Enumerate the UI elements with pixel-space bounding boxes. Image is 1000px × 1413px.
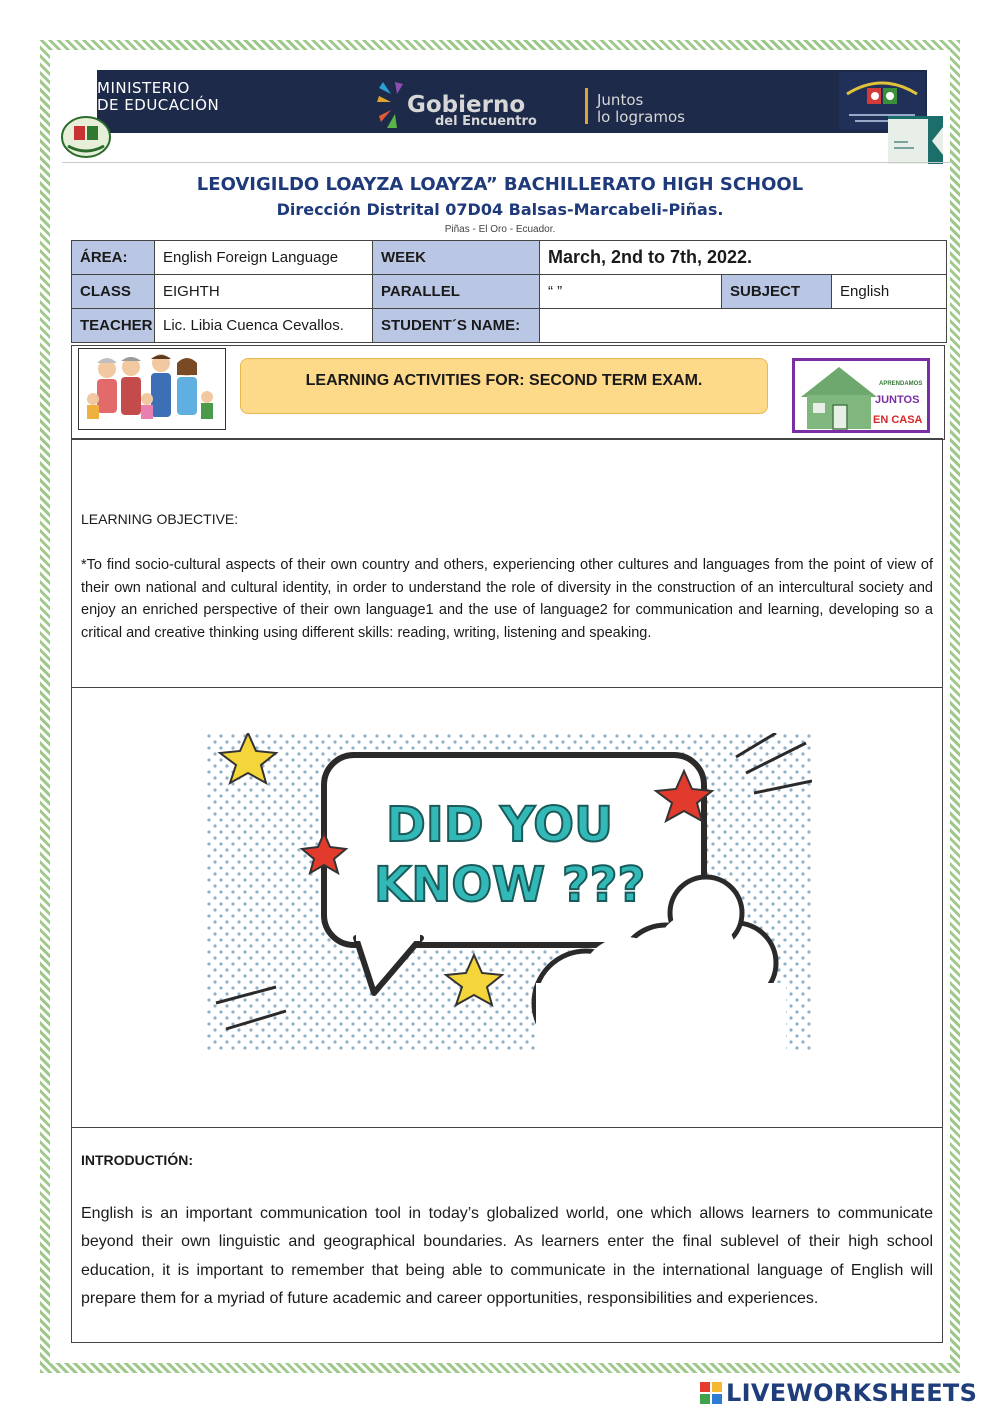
area-label: ÁREA: <box>72 241 155 275</box>
objective-text: *To find socio-cultural aspects of their own country and others, experiencing other cultures and languages from the point of view of their own national and cultural identity, in order to understand the role of diversity in the construction of an intercultural society and enjoy an enriched perspective of their own language1 and the use of language2 for communication and learning, developing so a critical and creative thinking using different skills: reading, writing, listening and speaking. <box>81 557 933 641</box>
worksheet-page <box>50 50 950 1363</box>
gobierno-divider <box>585 88 588 124</box>
liveworksheets-brand <box>700 1378 994 1408</box>
slogan: Juntos lo logramos <box>597 91 685 126</box>
parallel-label: PARALLEL <box>373 275 540 309</box>
table-row <box>72 241 947 275</box>
home-logo-word: JUNTOS <box>875 394 920 406</box>
student-name-field[interactable] <box>540 309 947 343</box>
did-you-know-section <box>71 687 943 1128</box>
introduction-text: English is an important communication tool in today’s globalized world, one which allows learners to communicate beyond their own linguistic and geographical boundaries. As learners enter the final sublevel of their high school education, it is important to remember that being able to communicate in the international language of English will prepare them for a myriad of future academic and career opportunities, responsibilities and experiences. <box>81 1205 933 1308</box>
student-info-table <box>71 240 947 343</box>
liveworksheets-wordmark: LIVEWORKSHEETS <box>726 1379 978 1407</box>
gobierno-burst-icon <box>377 80 405 130</box>
learn-at-home-logo <box>792 358 930 433</box>
parallel-value[interactable]: “ ” <box>540 275 722 309</box>
did-you-know-word: KNOW ??? <box>374 857 646 913</box>
student-name-label: STUDENT´S NAME: <box>373 309 540 343</box>
home-logo-word: APRENDAMOS <box>879 381 923 387</box>
learning-objective-section <box>71 438 943 688</box>
week-value: March, 2nd to 7th, 2022. <box>540 241 947 275</box>
teacher-label: TEACHER <box>72 309 155 343</box>
corner-institution-logo <box>888 116 943 164</box>
introduction-section <box>71 1127 943 1343</box>
teacher-value: Lic. Libia Cuenca Cevallos. <box>155 309 373 343</box>
week-label: WEEK <box>373 241 540 275</box>
header-divider <box>62 162 950 163</box>
objective-title: LEARNING OBJECTIVE: <box>81 511 239 527</box>
activities-title: LEARNING ACTIVITIES FOR: SECOND TERM EXAM. <box>240 358 768 414</box>
district-name: Dirección Distrital 07D04 Balsas-Marcabeli-Piñas. <box>276 200 724 219</box>
family-illustration-icon <box>78 348 226 430</box>
school-crest-icon <box>60 114 112 160</box>
did-you-know-illustration <box>206 733 812 1051</box>
area-value: English Foreign Language <box>155 241 373 275</box>
class-value: EIGHTH <box>155 275 373 309</box>
school-location: Piñas - El Oro - Ecuador. <box>444 224 556 235</box>
table-row <box>72 309 947 343</box>
ministry-logo-text: MINISTERIO DE EDUCACIÓN <box>97 79 220 114</box>
government-banner <box>97 70 927 133</box>
home-logo-word: EN CASA <box>873 414 923 426</box>
gobierno-logo: Gobierno del Encuentro Juntos lo logramos <box>377 74 777 130</box>
did-you-know-word: DID YOU <box>386 797 614 853</box>
subject-label: SUBJECT <box>722 275 832 309</box>
learning-activities-banner <box>71 345 945 440</box>
introduction-title: INTRODUCTIÓN: <box>81 1152 193 1168</box>
subject-value: English <box>832 275 947 309</box>
school-name: LEOVIGILDO LOAYZA LOAYZA” BACHILLERATO HIGH SCHOOL <box>196 174 804 195</box>
class-label: CLASS <box>72 275 155 309</box>
table-row <box>72 275 947 309</box>
liveworksheets-logo-icon <box>700 1382 722 1404</box>
